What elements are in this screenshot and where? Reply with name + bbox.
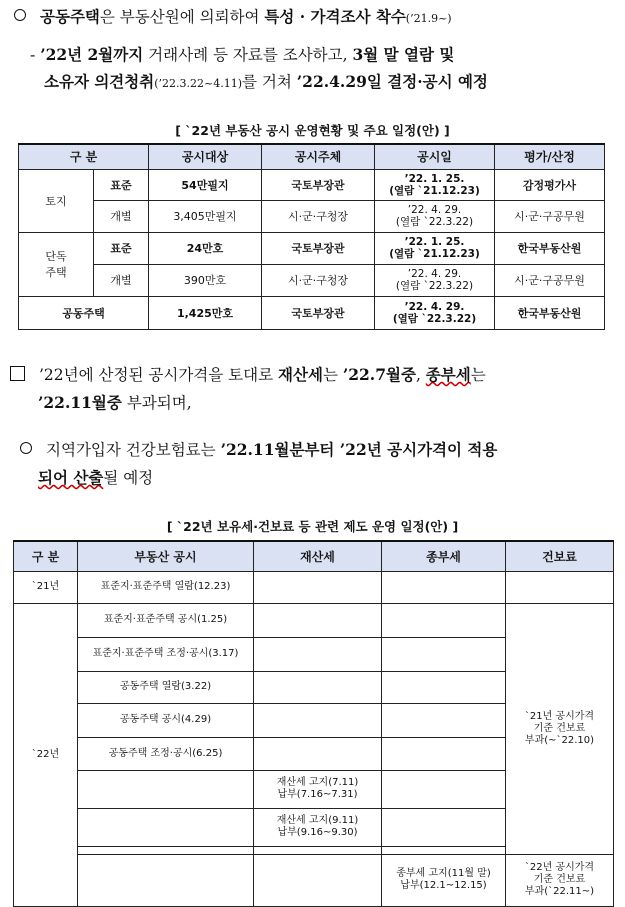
table-row bbox=[19, 169, 605, 200]
text: , bbox=[415, 366, 426, 384]
col-header: 공시대상 bbox=[149, 144, 262, 169]
cell bbox=[382, 846, 506, 854]
cell bbox=[254, 603, 382, 637]
cell: ’22. 1. 25. (열람 `21.12.23) bbox=[375, 232, 495, 264]
text-bold: ’22.4.29일 결정·공시 예정 bbox=[296, 72, 488, 91]
col-header: 종부세 bbox=[382, 541, 506, 571]
cell: 한국부동산원 bbox=[495, 232, 605, 264]
term-apartment: 공동주택 bbox=[40, 7, 100, 26]
table-row bbox=[14, 603, 614, 637]
text-bold: ’22.11월중 bbox=[38, 393, 122, 412]
cell bbox=[382, 808, 506, 846]
cell: 3,405만필지 bbox=[149, 200, 262, 232]
cell: 국토부장관 bbox=[262, 169, 375, 200]
cell bbox=[382, 637, 506, 671]
paragraph-tax-line2 bbox=[38, 388, 625, 418]
text-bold: 종부세 bbox=[425, 365, 471, 384]
cell: 표준 bbox=[94, 232, 149, 264]
cell bbox=[506, 571, 614, 603]
cell: 시·군·구공무원 bbox=[495, 264, 605, 296]
cell: 공동주택 조정·공시(6.25) bbox=[78, 737, 254, 770]
text-bold: ’22년 2월까지 bbox=[40, 45, 144, 64]
cell: 종부세 고지(11월 말) 납부(12.1~12.15) bbox=[382, 854, 506, 906]
text-bold: 3월 말 열람 및 bbox=[352, 45, 455, 64]
cell: 표준지·표준주택 조정·공시(3.17) bbox=[78, 637, 254, 671]
row-year-2021: `21년 bbox=[14, 571, 78, 603]
text: 지역가입자 건강보험료는 bbox=[46, 441, 221, 459]
paragraph-health-insurance-line2 bbox=[38, 463, 625, 493]
text: 은 부동산원에 의뢰하여 bbox=[99, 8, 265, 26]
text-date: (’21.9~) bbox=[405, 12, 452, 25]
cell: 개별 bbox=[94, 264, 149, 296]
text: 될 예정 bbox=[103, 469, 154, 487]
col-header: 구 분 bbox=[14, 541, 78, 571]
text-bold: 소유자 의견청취 bbox=[44, 72, 155, 91]
table-row bbox=[19, 232, 605, 264]
paragraph-schedule bbox=[30, 40, 625, 70]
text: 부과되며, bbox=[121, 394, 192, 412]
cell bbox=[382, 571, 506, 603]
row-group-house: 단독 주택 bbox=[19, 232, 94, 296]
col-header: 평가/산정 bbox=[495, 144, 605, 169]
text: 는 bbox=[470, 366, 486, 384]
cell bbox=[254, 637, 382, 671]
text: 거래사례 등 자료를 조사하고, bbox=[143, 46, 353, 64]
cell: ’22. 4. 29. (열람 `22.3.22) bbox=[375, 264, 495, 296]
paragraph-survey-start bbox=[14, 2, 625, 34]
row-year-2022: `22년 bbox=[14, 603, 78, 906]
cell: 국토부장관 bbox=[262, 232, 375, 264]
cell: 1,425만호 bbox=[149, 296, 262, 329]
table-tax-schedule bbox=[13, 540, 614, 907]
paragraph-tax bbox=[10, 360, 625, 390]
cell bbox=[382, 737, 506, 770]
cell: ’22. 4. 29. (열람 `22.3.22) bbox=[375, 296, 495, 329]
health-insurance-2021-basis: `21년 공시가격 기준 건보료 부과(~`22.10) bbox=[506, 603, 614, 854]
table-row bbox=[19, 264, 605, 296]
cell: 개별 bbox=[94, 200, 149, 232]
cell: 표준지·표준주택 열람(12.23) bbox=[78, 571, 254, 603]
health-insurance-2022-basis: `22년 공시가격 기준 건보료 부과(`22.11~) bbox=[506, 854, 614, 906]
cell bbox=[382, 603, 506, 637]
cell: 54만필지 bbox=[149, 169, 262, 200]
cell bbox=[382, 770, 506, 808]
table1-caption: [ `22년 부동산 공시 운영현황 및 주요 일정(안) ] bbox=[175, 123, 450, 138]
cell: 재산세 고지(9.11) 납부(9.16~9.30) bbox=[254, 808, 382, 846]
cell bbox=[78, 854, 254, 906]
cell: 390만호 bbox=[149, 264, 262, 296]
text: 는 bbox=[322, 366, 343, 384]
text-bold: ’22.11월분부터 ’22년 공시가격이 적용 bbox=[220, 440, 498, 459]
text: 를 거쳐 bbox=[242, 73, 297, 91]
col-header: 공시주체 bbox=[262, 144, 375, 169]
cell bbox=[382, 703, 506, 737]
cell: 표준지·표준주택 공시(1.25) bbox=[78, 603, 254, 637]
cell: 시·군·구청장 bbox=[262, 200, 375, 232]
table-header-row bbox=[19, 144, 605, 169]
table-row bbox=[19, 296, 605, 329]
text: ’22년에 산정된 공시가격을 토대로 bbox=[39, 366, 279, 384]
row-group-land: 토지 bbox=[19, 169, 94, 232]
cell: 한국부동산원 bbox=[495, 296, 605, 329]
cell bbox=[254, 703, 382, 737]
col-header: 공시일 bbox=[375, 144, 495, 169]
term-survey: 특성 · 가격조사 착수 bbox=[264, 7, 406, 26]
cell: 시·군·구청장 bbox=[262, 264, 375, 296]
cell bbox=[78, 846, 254, 854]
col-header: 건보료 bbox=[506, 541, 614, 571]
text-bold: 재산세 bbox=[278, 365, 323, 384]
row-group-apartment: 공동주택 bbox=[19, 296, 149, 329]
cell: 공동주택 열람(3.22) bbox=[78, 671, 254, 703]
dash: - bbox=[30, 46, 36, 64]
col-header: 재산세 bbox=[254, 541, 382, 571]
paragraph-schedule-line2 bbox=[44, 67, 625, 99]
cell: 공동주택 공시(4.29) bbox=[78, 703, 254, 737]
cell bbox=[254, 854, 382, 906]
cell bbox=[382, 671, 506, 703]
cell bbox=[254, 846, 382, 854]
table2-caption: [ `22년 보유세·건보료 등 관련 제도 운영 일정(안) ] bbox=[166, 519, 459, 534]
circle-bullet-icon bbox=[14, 9, 26, 21]
cell: 국토부장관 bbox=[262, 296, 375, 329]
cell: ’22. 1. 25. (열람 `21.12.23) bbox=[375, 169, 495, 200]
table-disclosure-status bbox=[18, 143, 605, 330]
cell: 시·군·구공무원 bbox=[495, 200, 605, 232]
table-row bbox=[14, 854, 614, 906]
text-bold: ’22.7월중 bbox=[342, 365, 416, 384]
cell: ’22. 4. 29. (열람 `22.3.22) bbox=[375, 200, 495, 232]
table-row bbox=[14, 571, 614, 603]
cell bbox=[254, 671, 382, 703]
text-bold: 되어 산출 bbox=[38, 468, 104, 487]
table-header-row bbox=[14, 541, 614, 571]
cell bbox=[78, 770, 254, 808]
table-row bbox=[19, 200, 605, 232]
col-header: 구 분 bbox=[19, 144, 149, 169]
col-header: 부동산 공시 bbox=[78, 541, 254, 571]
cell bbox=[254, 737, 382, 770]
cell: 감정평가사 bbox=[495, 169, 605, 200]
square-bullet-icon bbox=[10, 366, 25, 381]
cell: 재산세 고지(7.11) 납부(7.16~7.31) bbox=[254, 770, 382, 808]
cell: 24만호 bbox=[149, 232, 262, 264]
paragraph-health-insurance bbox=[20, 435, 625, 465]
circle-bullet-icon bbox=[20, 442, 32, 454]
text-date: (’22.3.22~4.11) bbox=[154, 77, 242, 90]
cell bbox=[78, 808, 254, 846]
cell bbox=[254, 571, 382, 603]
cell: 표준 bbox=[94, 169, 149, 200]
